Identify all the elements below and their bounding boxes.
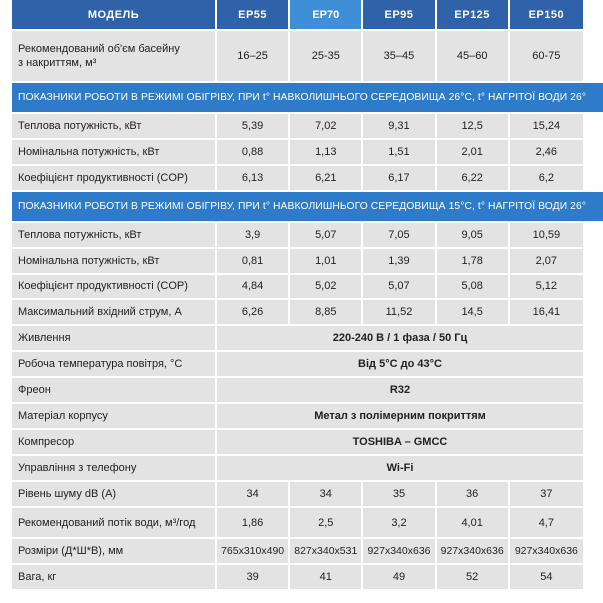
pool-volume-value: 25-35 (290, 31, 363, 83)
row-value: 5,39 (217, 114, 290, 140)
row-value: 35 (363, 482, 436, 508)
row-value: 7,02 (290, 114, 363, 140)
row-value: 927x340x636 (437, 539, 510, 565)
row-value-merged: Wi-Fi (217, 456, 583, 482)
row-value: 6,22 (437, 166, 510, 192)
row-label: Вага, кг (12, 565, 217, 591)
row-label: Рівень шуму dB (A) (12, 482, 217, 508)
table-row (12, 249, 603, 275)
table-row (12, 326, 603, 352)
header-model-ep95: EP95 (363, 0, 436, 31)
table-row (12, 430, 603, 456)
pool-volume-value: 45–60 (437, 31, 510, 83)
table-row (12, 404, 603, 430)
row-value: 34 (217, 482, 290, 508)
row-value: 1,39 (363, 249, 436, 275)
row-label: Розміри (Д*Ш*В), мм (12, 539, 217, 565)
row-value: 14,5 (437, 300, 510, 326)
pool-volume-row (12, 31, 603, 83)
header-model-ep150: EP150 (510, 0, 583, 31)
row-value: 927x340x636 (363, 539, 436, 565)
row-value: 927x340x636 (510, 539, 583, 565)
table-row (12, 482, 603, 508)
header-row (12, 0, 603, 31)
spec-table (12, 0, 603, 603)
row-value: 8,85 (290, 300, 363, 326)
row-value: 39 (217, 565, 290, 591)
row-value: 3,9 (217, 223, 290, 249)
row-value: 10,59 (510, 223, 583, 249)
section-title-26c: ПОКАЗНИКИ РОБОТИ В РЕЖИМІ ОБІГРІВУ, ПРИ t° НАВКОЛИШНЬОГО СЕРЕДОВИЩА 26°C, t° НАГРІТОЇ ВОДИ 26° (12, 83, 603, 114)
pool-volume-label (12, 31, 217, 83)
row-label: Коефіцієнт продуктивності (COP) (12, 166, 217, 192)
row-value-merged: 220-240 В / 1 фаза / 50 Гц (217, 326, 583, 352)
pool-volume-label-line1: Рекомендований об'єм басейну (18, 43, 180, 55)
table-row (12, 114, 603, 140)
table-row (12, 140, 603, 166)
row-value: 4,01 (437, 508, 510, 539)
row-value: 2,5 (290, 508, 363, 539)
table-row (12, 565, 603, 591)
row-label: Коефіцієнт продуктивності (COP) (12, 275, 217, 301)
row-value: 4,84 (217, 275, 290, 301)
row-value: 4,7 (510, 508, 583, 539)
table-row (12, 275, 603, 301)
row-value-merged: Метал з полімерним покриттям (217, 404, 583, 430)
row-value: 7,05 (363, 223, 436, 249)
row-value: 3,2 (363, 508, 436, 539)
row-label: Робоча температура повітря, °C (12, 352, 217, 378)
row-label: Компресор (12, 430, 217, 456)
row-value: 5,12 (510, 275, 583, 301)
row-value: 5,08 (437, 275, 510, 301)
row-label: Фреон (12, 378, 217, 404)
row-value: 16,41 (510, 300, 583, 326)
row-value: 5,07 (363, 275, 436, 301)
row-value: 36 (437, 482, 510, 508)
row-value: 15,24 (510, 114, 583, 140)
row-value: 0,88 (217, 140, 290, 166)
row-value: 9,05 (437, 223, 510, 249)
row-value-merged: Від 5°C до 43°C (217, 352, 583, 378)
row-label: Рекомендований потік води, м³/год (12, 508, 217, 539)
pool-volume-value: 60-75 (510, 31, 583, 83)
header-model-ep70: EP70 (290, 0, 363, 31)
row-value: 11,52 (363, 300, 436, 326)
row-value: 1,01 (290, 249, 363, 275)
row-value: 6,13 (217, 166, 290, 192)
table-row (12, 378, 603, 404)
row-label: Номінальна потужність, кВт (12, 140, 217, 166)
row-label: Теплова потужність, кВт (12, 114, 217, 140)
table-row (12, 456, 603, 482)
pool-volume-label-line2: з накриттям, м³ (18, 57, 97, 69)
row-value: 52 (437, 565, 510, 591)
header-model-label: МОДЕЛЬ (12, 0, 217, 31)
row-value: 2,01 (437, 140, 510, 166)
row-value: 6,2 (510, 166, 583, 192)
pool-volume-value: 35–45 (363, 31, 436, 83)
row-value: 0,81 (217, 249, 290, 275)
row-value: 1,86 (217, 508, 290, 539)
row-value: 12,5 (437, 114, 510, 140)
pool-volume-value: 16–25 (217, 31, 290, 83)
row-value: 1,51 (363, 140, 436, 166)
row-value: 6,26 (217, 300, 290, 326)
row-label: Живлення (12, 326, 217, 352)
row-value: 6,21 (290, 166, 363, 192)
section-title-15c: ПОКАЗНИКИ РОБОТИ В РЕЖИМІ ОБІГРІВУ, ПРИ t° НАВКОЛИШНЬОГО СЕРЕДОВИЩА 15°C, t° НАГРІТОЇ ВОДИ 26° (12, 192, 603, 223)
row-value: 2,07 (510, 249, 583, 275)
row-value-merged: TOSHIBA – GMCC (217, 430, 583, 456)
row-value: 2,46 (510, 140, 583, 166)
table-row (12, 300, 603, 326)
row-value: 5,02 (290, 275, 363, 301)
row-value: 41 (290, 565, 363, 591)
row-value: 49 (363, 565, 436, 591)
row-value: 6,17 (363, 166, 436, 192)
row-label: Максимальний вхідний струм, А (12, 300, 217, 326)
table-row (12, 352, 603, 378)
header-model-ep125: EP125 (437, 0, 510, 31)
table-row (12, 223, 603, 249)
row-label: Теплова потужність, кВт (12, 223, 217, 249)
row-value: 54 (510, 565, 583, 591)
row-label: Номінальна потужність, кВт (12, 249, 217, 275)
table-row (12, 539, 603, 565)
table-row (12, 508, 603, 539)
row-value-merged: R32 (217, 378, 583, 404)
row-value: 34 (290, 482, 363, 508)
row-value: 827x340x531 (290, 539, 363, 565)
row-label: Матеріал корпусу (12, 404, 217, 430)
row-value: 37 (510, 482, 583, 508)
row-value: 5,07 (290, 223, 363, 249)
row-value: 1,13 (290, 140, 363, 166)
row-value: 765x310x490 (217, 539, 290, 565)
header-model-ep55: EP55 (217, 0, 290, 31)
row-value: 9,31 (363, 114, 436, 140)
table-row (12, 166, 603, 192)
row-value: 1,78 (437, 249, 510, 275)
row-label: Управління з телефону (12, 456, 217, 482)
